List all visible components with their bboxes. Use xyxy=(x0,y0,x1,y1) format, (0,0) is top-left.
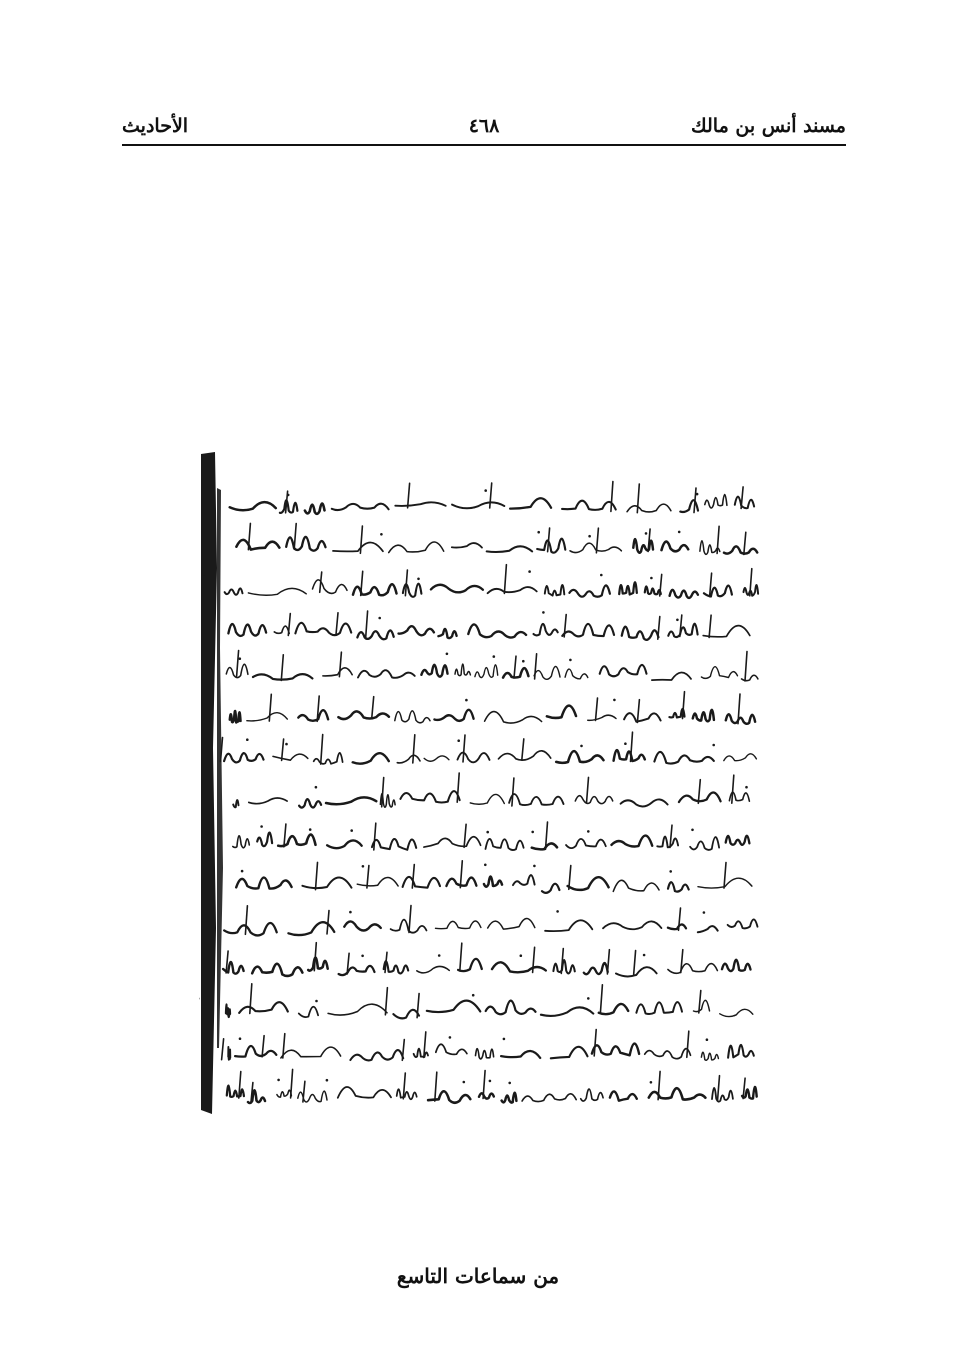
manuscript-image xyxy=(199,448,769,1114)
header-rule xyxy=(122,144,846,146)
manuscript-line xyxy=(236,861,752,893)
manuscript-line xyxy=(227,1069,757,1103)
running-header xyxy=(122,108,846,148)
page-number: ٤٦٨ xyxy=(468,115,500,137)
manuscript-line xyxy=(226,651,758,681)
header-book-title: مسند أنس بن مالك xyxy=(691,115,846,137)
manuscript-binding-edge xyxy=(201,452,217,1114)
manuscript-line xyxy=(224,906,757,936)
manuscript-line xyxy=(199,1030,754,1061)
manuscript-line xyxy=(230,482,754,514)
page-caption: من سماعات التاسع xyxy=(396,1264,560,1288)
manuscript-line xyxy=(223,943,750,977)
manuscript-line xyxy=(199,984,753,1019)
header-section-title: الأحاديث xyxy=(122,115,189,137)
manuscript-line xyxy=(233,773,749,807)
manuscript-handwriting xyxy=(199,448,769,1114)
manuscript-line xyxy=(230,692,755,724)
manuscript-line xyxy=(203,565,758,598)
manuscript-line xyxy=(228,611,749,640)
manuscript-line xyxy=(233,822,750,850)
manuscript-line xyxy=(236,523,757,554)
manuscript-line xyxy=(221,732,757,764)
